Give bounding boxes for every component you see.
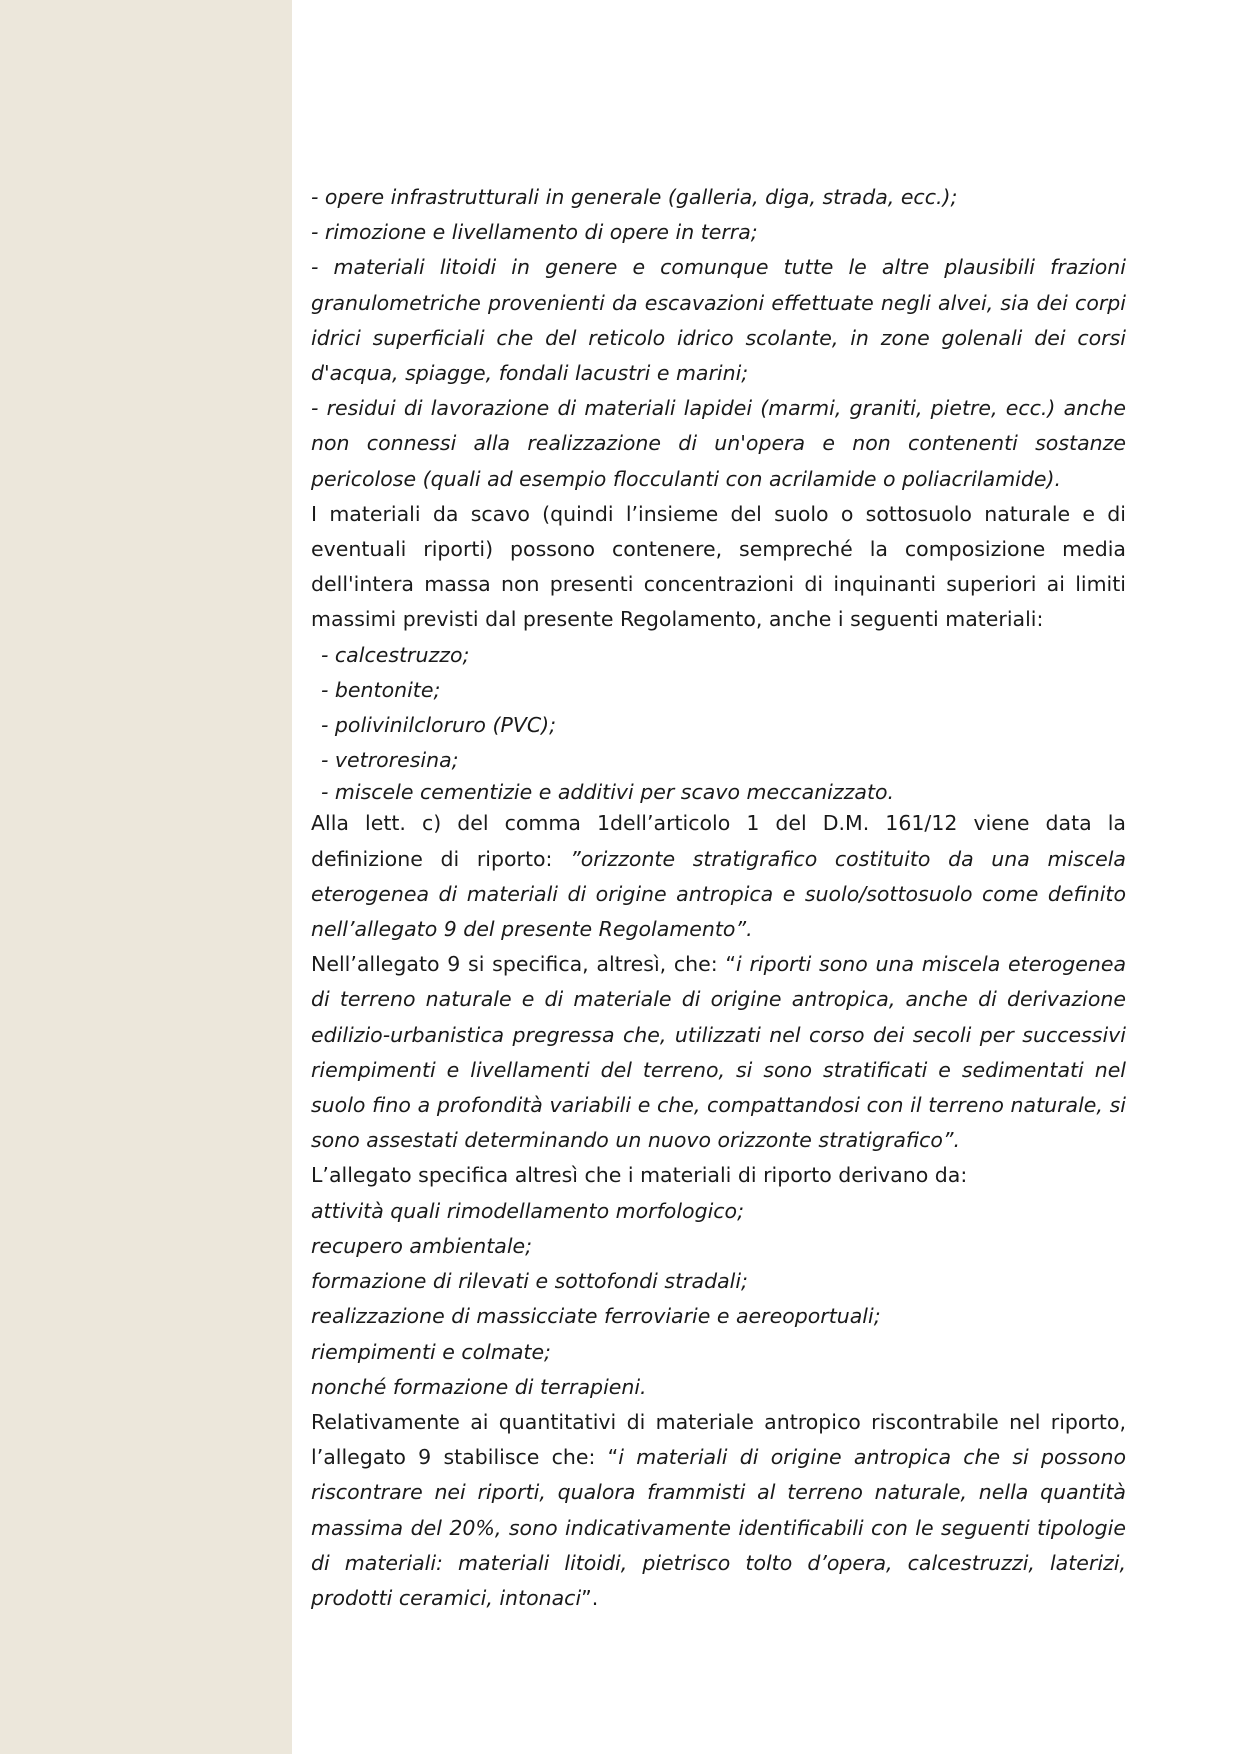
text-normal: Relativamente ai quantitativi di materiale antropico riscontrabile nel riporto, l’allegato 9 stabilisce che: “ [311, 1409, 1126, 1470]
source-item: riempimenti e colmate; [311, 1339, 551, 1364]
paragraph-excavation-materials: I materiali da scavo (quindi l’insieme del suolo o sottosuolo naturale e di eventuali riporti) possono contenere, sempreché la composizione media dell'intera massa non presenti concentrazioni di inquinanti superiori ai limiti massimi previsti dal presente Regolamento, anche i seguenti materiali: [311, 501, 1126, 632]
source-item: realizzazione di massicciate ferroviarie e aereoportuali; [311, 1304, 881, 1329]
paragraph-riporto-definition [311, 806, 1126, 947]
text-quote: i riporti sono una miscela eterogenea di terreno naturale e di materiale di origine antropica, anche di derivazione edilizio-urbanistica pregressa che, utilizzati nel corso dei secoli per successivi riempimenti e livellamenti del terreno, si sono stratificati e sedimentati nel suolo fino a profondità variabili e che, compattandosi con il terreno naturale, si sono assestati determinando un nuovo orizzonte stratigrafico”. [311, 952, 1127, 1153]
source-item: attività quali rimodellamento morfologico; [311, 1198, 745, 1223]
page-sidebar-band [0, 0, 292, 1754]
text-normal: Nell’allegato 9 si specifica, altresì, che: “ [311, 952, 737, 977]
material-item: - calcestruzzo; [321, 642, 470, 667]
material-item: - bentonite; [321, 677, 441, 702]
list-item: - residui di lavorazione di materiali lapidei (marmi, graniti, pietre, ecc.) anche non connessi alla realizzazione di un'opera e non contenenti sostanze pericolose (quali ad esempio flocculanti con acrilamide o poliacrilamide). [311, 396, 1126, 491]
list-item: - opere infrastrutturali in generale (galleria, diga, strada, ecc.); [311, 185, 958, 209]
document-body [311, 180, 1126, 1616]
paragraph-allegato-9 [311, 947, 1126, 1158]
text-normal: Alla lett. c) del comma 1dell’articolo 1 del D.M. 161/12 viene data la definizione di riporto: [311, 811, 1126, 871]
paragraph-riporto-sources: L’allegato specifica altresì che i materiali di riporto derivano da: [311, 1163, 968, 1188]
source-item: recupero ambientale; [311, 1233, 533, 1258]
material-item: - vetroresina; [321, 748, 459, 773]
list-item: - materiali litoidi in genere e comunque tutte le altre plausibili frazioni granulometriche provenienti da escavazioni effettuate negli alvei, sia dei corpi idrici superficiali che del reticolo idrico scolante, in zone golenali dei corsi d'acqua, spiagge, fondali lacustri e marini; [311, 255, 1126, 386]
paragraph-anthropic-quantities [311, 1405, 1126, 1616]
source-item: formazione di rilevati e sottofondi stradali; [311, 1269, 748, 1294]
material-item: - miscele cementizie e additivi per scavo meccanizzato. [321, 780, 895, 805]
text-normal: ”. [581, 1585, 599, 1610]
text-quote: ”orizzonte stratigrafico costituito da una miscela eterogenea di materiali di origine antropica e suolo/sottosuolo come definito nell’allegato 9 del presente Regolamento”. [311, 846, 1126, 942]
list-item: - rimozione e livellamento di opere in terra; [311, 220, 758, 245]
material-item: - polivinilcloruro (PVC); [321, 713, 557, 738]
text-quote: i materiali di origine antropica che si possono riscontrare nei riporti, qualora frammisti al terreno naturale, nella quantità massima del 20%, sono indicativamente identificabili con le seguenti tipologie di materiali: materiali litoidi, pietrisco tolto d’opera, calcestruzzi, laterizi, prodotti ceramici, intonaci [311, 1445, 1126, 1610]
source-item: nonché formazione di terrapieni. [311, 1374, 647, 1399]
